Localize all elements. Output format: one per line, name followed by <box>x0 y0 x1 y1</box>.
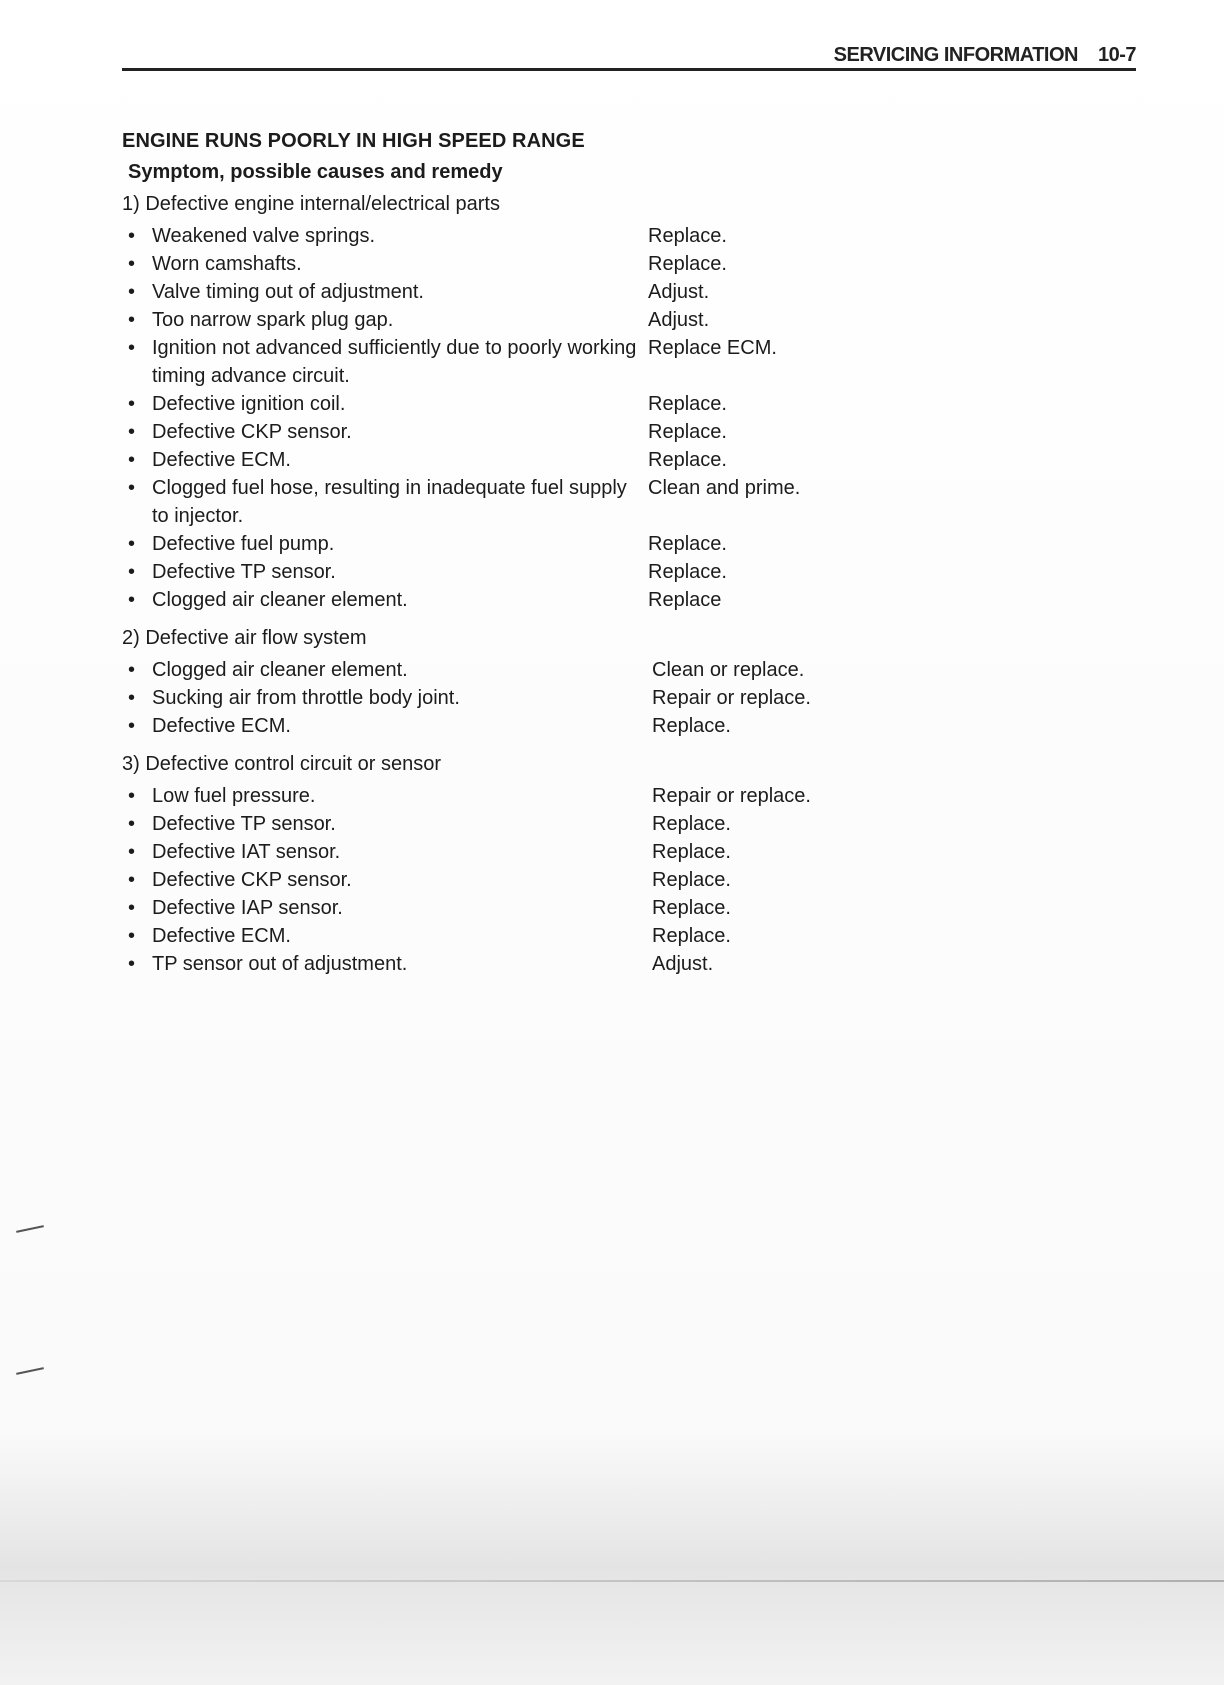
cause-text: • Clogged air cleaner element. <box>122 586 648 614</box>
list-item <box>122 306 1022 334</box>
remedy-text: Replace. <box>648 393 727 415</box>
list-item <box>122 950 1022 978</box>
cause-text: • Clogged air cleaner element. <box>122 656 648 684</box>
list-item <box>122 446 1022 474</box>
list-item <box>122 894 1022 922</box>
remedy-text: Clean or replace. <box>652 659 805 681</box>
remedy-text: Replace. <box>648 253 727 275</box>
group-heading: 1) Defective engine internal/electrical parts <box>122 193 500 215</box>
list-item <box>122 922 1022 950</box>
section-subtitle: Symptom, possible causes and remedy <box>128 161 503 183</box>
cause-group-2 <box>122 624 1022 740</box>
cause-text: • Valve timing out of adjustment. <box>122 278 648 306</box>
cause-text: • Weakened valve springs. <box>122 222 648 250</box>
section-title: ENGINE RUNS POORLY IN HIGH SPEED RANGE <box>122 130 585 152</box>
remedy-text: Replace. <box>648 225 727 247</box>
remedy-text: Adjust. <box>648 309 710 331</box>
remedy-text: Replace. <box>652 897 731 919</box>
cause-text: • Defective fuel pump. <box>122 530 648 558</box>
cause-text: • Defective TP sensor. <box>122 810 648 838</box>
list-item <box>122 782 1022 810</box>
remedy-text: Replace. <box>652 869 731 891</box>
header-section-title: SERVICING INFORMATION <box>833 44 1078 66</box>
page-edge-shadow <box>0 1580 1224 1582</box>
cause-text: • Defective ECM. <box>122 922 648 950</box>
list-item <box>122 810 1022 838</box>
remedy-text: Replace. <box>648 449 727 471</box>
cause-text: • Clogged fuel hose, resulting in inadequate fuel supply to injector. <box>122 474 648 530</box>
cause-text: • Defective ECM. <box>122 446 648 474</box>
remedy-text: Adjust. <box>652 953 714 975</box>
list-item <box>122 222 1022 250</box>
cause-text: • Defective TP sensor. <box>122 558 648 586</box>
remedy-text: Replace. <box>652 715 731 737</box>
troubleshooting-section <box>122 130 1022 988</box>
list-item <box>122 866 1022 894</box>
remedy-text: Replace. <box>652 813 731 835</box>
cause-text: • Defective IAT sensor. <box>122 838 648 866</box>
remedy-text: Replace. <box>648 533 727 555</box>
cause-text: • Ignition not advanced sufficiently due to poorly working timing advance circuit. <box>122 334 648 390</box>
remedy-text: Replace. <box>648 561 727 583</box>
cause-text: • Defective CKP sensor. <box>122 418 648 446</box>
list-item <box>122 530 1022 558</box>
remedy-text: Repair or replace. <box>652 687 811 709</box>
list-item <box>122 250 1022 278</box>
remedy-text: Clean and prime. <box>648 477 801 499</box>
remedy-text: Repair or replace. <box>652 785 811 807</box>
list-item <box>122 586 1022 614</box>
remedy-text: Replace ECM. <box>648 337 777 359</box>
group-heading: 3) Defective control circuit or sensor <box>122 753 442 775</box>
header-rule <box>122 68 1136 71</box>
list-item <box>122 278 1022 306</box>
cause-text: • TP sensor out of adjustment. <box>122 950 648 978</box>
list-item <box>122 390 1022 418</box>
list-item <box>122 474 1022 530</box>
cause-text: • Defective ignition coil. <box>122 390 648 418</box>
cause-text: • Defective CKP sensor. <box>122 866 648 894</box>
list-item <box>122 712 1022 740</box>
remedy-text: Replace. <box>652 925 731 947</box>
list-item <box>122 684 1022 712</box>
remedy-text: Replace. <box>652 841 731 863</box>
cause-text: • Defective ECM. <box>122 712 648 740</box>
list-item <box>122 656 1022 684</box>
header-text <box>834 44 1136 67</box>
cause-text: • Worn camshafts. <box>122 250 648 278</box>
remedy-text: Adjust. <box>648 281 710 303</box>
cause-text: • Low fuel pressure. <box>122 782 648 810</box>
cause-group-3 <box>122 750 1022 978</box>
list-item <box>122 838 1022 866</box>
remedy-text: Replace. <box>648 421 727 443</box>
list-item <box>122 558 1022 586</box>
cause-group-1 <box>122 190 1022 614</box>
list-item <box>122 418 1022 446</box>
list-item <box>122 334 1022 390</box>
cause-text: • Defective IAP sensor. <box>122 894 648 922</box>
remedy-text: Replace <box>648 589 722 611</box>
page-number: 10-7 <box>1097 44 1136 66</box>
cause-text: • Too narrow spark plug gap. <box>122 306 648 334</box>
cause-text: • Sucking air from throttle body joint. <box>122 684 648 712</box>
page-header <box>122 40 1136 74</box>
group-heading: 2) Defective air flow system <box>122 627 367 649</box>
